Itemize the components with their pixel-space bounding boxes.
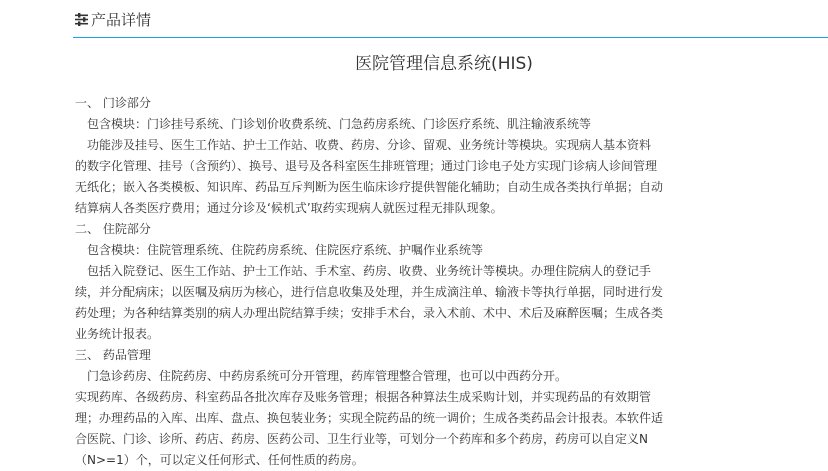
paragraph-line: 功能涉及挂号、医生工作站、护士工作站、收费、药房、分诊、留观、业务统计等模块。实现病人基本资料 xyxy=(87,138,652,152)
paragraph-line: 理；办理药品的入库、出库、盘点、换包装业务；实现全院药品的统一调价；生成各类药品会计报表。本软件适 xyxy=(75,411,664,425)
paragraph-line: 实现药库、各级药房、科室药品各批次库存及账务管理；根据各种算法生成采购计划，并实现药品的有效期管 xyxy=(75,390,652,404)
section-heading-pharmacy: 三、 药品管理 xyxy=(75,348,151,362)
paragraph-line: 包括入院登记、医生工作站、护士工作站、手术室、药房、收费、业务统计等模块。办理住院病人的登记手 xyxy=(87,264,652,278)
paragraph-line: 续，并分配病床；以医嘱及病历为核心，进行信息收集及处理，并生成滴注单、输液卡等执行单据，同时进行发 xyxy=(75,285,664,299)
paragraph-line: 无纸化；嵌入各类模板、知识库、药品互斥判断为医生临床诊疗提供智能化辅助；自动生成各类执行单据；自动 xyxy=(75,180,664,194)
sliders-icon xyxy=(75,13,88,26)
paragraph-line: （N>=1）个，可以定义任何形式、任何性质的药房。 xyxy=(75,453,364,467)
paragraph-line: 包含模块：住院管理系统、住院药房系统、住院医疗系统、护嘱作业系统等 xyxy=(87,243,484,257)
paragraph-line: 药处理；为各种结算类别的病人办理出院结算手续；安排手术台，录入术前、术中、术后及麻醉医嘱；生成各类 xyxy=(75,306,664,320)
paragraph-line: 的数字化管理、挂号（含预约）、换号、退号及各科室医生排班管理；通过门诊电子处方实现门诊病人诊间管理 xyxy=(75,159,658,173)
header-divider xyxy=(73,37,828,38)
product-detail-header xyxy=(0,0,828,38)
section-heading-outpatient: 一、 门诊部分 xyxy=(75,96,151,110)
paragraph-line: 业务统计报表。 xyxy=(75,327,160,341)
paragraph-line: 门急诊药房、住院药房、中药房系统可分开管理，药库管理整合管理，也可以中西药分开。 xyxy=(87,369,568,383)
document-body xyxy=(75,93,715,471)
paragraph-line: 合医院、门诊、诊所、药店、药房、医药公司、卫生行业等，可划分一个药库和多个药房，药房可以自定义N xyxy=(75,432,648,446)
section-title: 产品详情 xyxy=(91,11,152,29)
section-heading-inpatient: 二、 住院部分 xyxy=(75,222,151,236)
paragraph-line: 结算病人各类医疗费用；通过分诊及‘候机式’取药实现病人就医过程无排队现象。 xyxy=(75,201,503,215)
paragraph-line: 包含模块：门诊挂号系统、门诊划价收费系统、门急药房系统、门诊医疗系统、肌注输液系统等 xyxy=(87,117,592,131)
document-title: 医院管理信息系统(HIS) xyxy=(355,54,533,74)
